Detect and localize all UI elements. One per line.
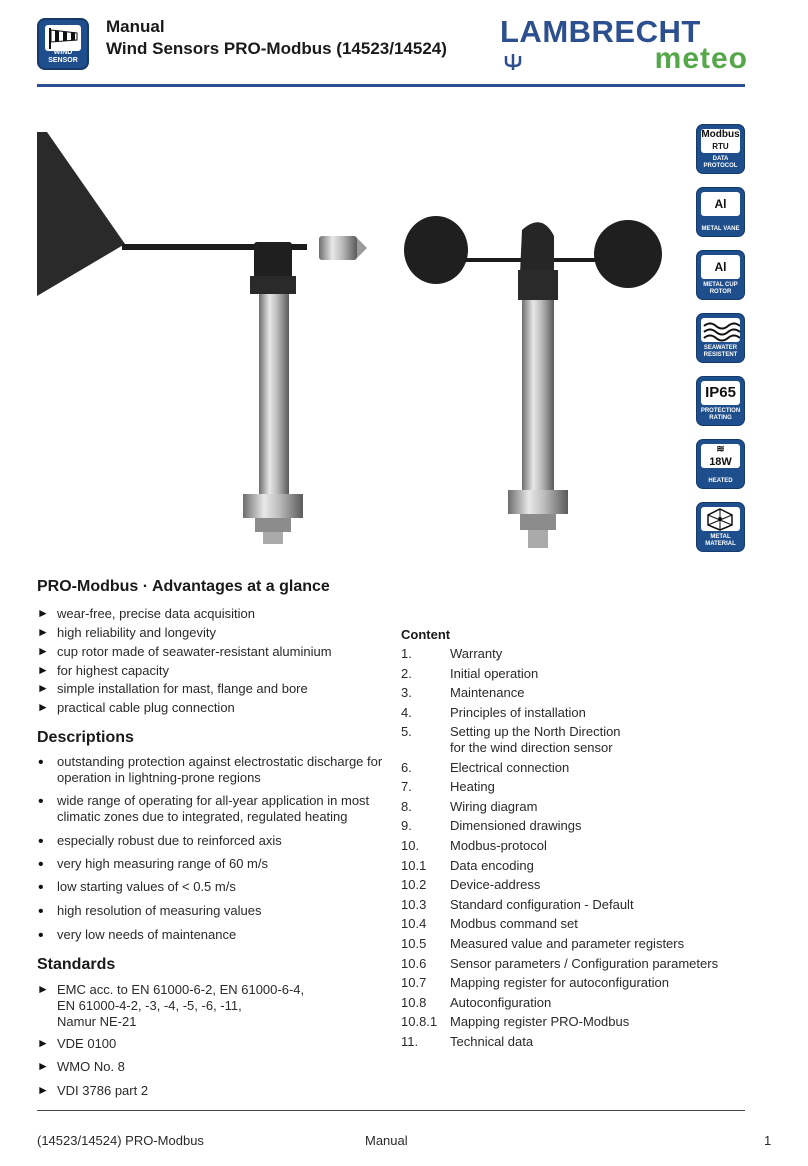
standard-item: WMO No. 8 [57, 1059, 125, 1074]
title-line-2: Wind Sensors PRO-Modbus (14523/14524) [106, 39, 447, 58]
dot-bullet-icon: • [38, 856, 44, 873]
icon-al-label: Al [714, 260, 727, 274]
toc-entry: Wiring diagram [450, 798, 538, 814]
standards-heading: Standards [37, 956, 116, 973]
description-item: high resolution of measuring values [57, 903, 262, 918]
standard-item: Namur NE-21 [57, 1014, 137, 1029]
brand-line-1: LAMBRECHT [500, 14, 701, 49]
toc-number: 2. [401, 665, 412, 681]
standard-item: VDE 0100 [57, 1036, 117, 1051]
toc-entry: Dimensioned drawings [450, 818, 582, 834]
description-item: very high measuring range of 60 m/s [57, 856, 268, 871]
waves-icon [701, 318, 740, 342]
wind-vane-sensor-image [37, 132, 367, 544]
toc-entry: Modbus command set [450, 916, 578, 932]
toc-number: 10.3 [401, 896, 427, 912]
toc-number: 10.4 [401, 916, 427, 932]
document-title [106, 16, 447, 60]
icon-18w-label: 18W [709, 456, 732, 468]
dot-bullet-icon: • [38, 903, 44, 920]
toc-number: 7. [401, 779, 412, 795]
header-divider [37, 84, 745, 87]
badge-label-2: SENSOR [48, 57, 78, 64]
triangle-bullet-icon: ► [37, 982, 49, 996]
toc-entry: for the wind direction sensor [450, 740, 613, 756]
dot-bullet-icon: • [38, 879, 44, 896]
toc-entry: Electrical connection [450, 759, 570, 775]
trident-icon [502, 52, 524, 72]
toc-number: 5. [401, 724, 412, 740]
toc-entry: Standard configuration - Default [450, 896, 634, 912]
description-item: operation in lightning-prone regions [57, 770, 261, 785]
toc-number: 10. [401, 838, 420, 853]
toc-number: 11. [401, 1034, 419, 1049]
toc-entry: Device-address [450, 877, 541, 893]
toc-entry: Modbus-protocol [450, 838, 547, 853]
icon-caption: METAL CUP ROTOR [703, 282, 738, 295]
description-item: especially robust due to reinforced axis [57, 833, 282, 848]
toc-entry: Measured value and parameter registers [450, 936, 685, 951]
toc-entry: Setting up the North Direction [450, 724, 621, 740]
dot-bullet-icon: • [38, 833, 44, 850]
icon-caption: DATA PROTOCOL [703, 156, 738, 169]
triangle-bullet-icon: ► [37, 1083, 49, 1097]
icon-caption: HEATED [708, 478, 733, 484]
icon-caption: METAL VANE [701, 226, 740, 232]
title-line-1: Manual [106, 17, 165, 36]
icon-al-label: Al [714, 197, 727, 211]
toc-number: 10.1 [401, 857, 427, 873]
toc-number: 1. [401, 646, 412, 661]
descriptions-heading: Descriptions [37, 729, 134, 746]
badge-label-1: WIND [53, 49, 73, 56]
advantage-item: cup rotor made of seawater-resistant aluminium [57, 644, 332, 659]
toc-number: 10.8.1 [401, 1014, 438, 1030]
description-item: very low needs of maintenance [57, 927, 237, 942]
lattice-icon [701, 507, 740, 531]
dot-bullet-icon: • [38, 927, 44, 944]
windsock-icon [45, 25, 81, 51]
heated-icon: ≋ 18W HEATED [696, 439, 745, 489]
advantage-item: practical cable plug connection [57, 700, 235, 715]
standard-item: EN 61000-4-2, -3, -4, -5, -6, -11, [57, 998, 242, 1013]
toc-number: 10.5 [401, 936, 427, 951]
seawater-resistent-icon [696, 313, 745, 363]
brand-line-2: meteo [654, 42, 748, 75]
toc-number: 10.6 [401, 955, 427, 971]
triangle-bullet-icon: ► [37, 1036, 49, 1050]
standard-item: VDI 3786 part 2 [57, 1083, 149, 1098]
advantage-item: for highest capacity [57, 663, 170, 678]
toc-number: 9. [401, 818, 412, 834]
triangle-bullet-icon: ► [37, 1059, 49, 1073]
triangle-bullet-icon: ► [37, 681, 49, 695]
data-protocol-icon [696, 124, 745, 174]
icon-caption: SEAWATER RESISTENT [703, 345, 738, 358]
advantage-item: high reliability and longevity [57, 625, 216, 640]
toc-entry: Autoconfiguration [450, 994, 552, 1010]
icon-modbus-label: Modbus [701, 129, 740, 140]
description-item: climatic zones due to integrated, regulated heating [57, 809, 348, 824]
cup-anemometer-image [402, 210, 664, 548]
dot-bullet-icon: • [38, 754, 44, 771]
page-number: 1 [764, 1133, 772, 1148]
triangle-bullet-icon: ► [37, 606, 49, 620]
standard-item: EMC acc. to EN 61000-6-2, EN 61000-6-4, [57, 982, 305, 997]
wind-sensor-badge-icon [37, 18, 89, 70]
footer-left: (14523/14524) PRO-Modbus [37, 1133, 204, 1148]
triangle-bullet-icon: ► [37, 644, 49, 658]
toc-entry: Principles of installation [450, 704, 586, 720]
description-item: wide range of operating for all-year application in most [57, 793, 370, 808]
triangle-bullet-icon: ► [37, 625, 49, 639]
toc-entry: Initial operation [450, 665, 539, 681]
toc-entry: Technical data [450, 1034, 534, 1049]
toc-entry: Data encoding [450, 857, 534, 873]
metal-cup-rotor-icon [696, 250, 745, 300]
toc-number: 4. [401, 704, 412, 720]
dot-bullet-icon: • [38, 793, 44, 810]
toc-entry: Warranty [450, 646, 503, 661]
brand-logo [500, 14, 748, 74]
icon-ip65-label: IP65 [705, 384, 736, 401]
toc-number: 10.7 [401, 975, 427, 991]
toc-number: 3. [401, 685, 412, 701]
icon-caption: PROTECTION RATING [700, 408, 741, 421]
metal-vane-icon [696, 187, 745, 237]
toc-entry: Heating [450, 779, 495, 795]
advantage-item: wear-free, precise data acquisition [57, 606, 255, 621]
footer-center: Manual [365, 1133, 408, 1148]
metal-material-icon [696, 502, 745, 552]
toc-number: 10.8 [401, 994, 427, 1010]
toc-number: 10.2 [401, 877, 427, 893]
icon-caption: METAL MATERIAL [705, 534, 736, 547]
triangle-bullet-icon: ► [37, 700, 49, 714]
toc-entry: Sensor parameters / Configuration parameters [450, 955, 719, 971]
icon-rtu-label: RTU [712, 142, 729, 151]
toc-entry: Mapping register PRO-Modbus [450, 1014, 630, 1030]
toc-number: 6. [401, 759, 412, 775]
protection-rating-icon [696, 376, 745, 426]
content-heading: Content [401, 627, 451, 642]
triangle-bullet-icon: ► [37, 663, 49, 677]
description-item: low starting values of < 0.5 m/s [57, 879, 236, 894]
advantages-heading: PRO-Modbus · Advantages at a glance [37, 578, 330, 595]
toc-entry: Maintenance [450, 685, 525, 701]
toc-number: 8. [401, 798, 412, 814]
toc-entry: Mapping register for autoconfiguration [450, 975, 669, 991]
advantage-item: simple installation for mast, flange and bore [57, 681, 308, 696]
footer-divider [37, 1110, 745, 1111]
description-item: outstanding protection against electrostatic discharge for [57, 754, 383, 769]
